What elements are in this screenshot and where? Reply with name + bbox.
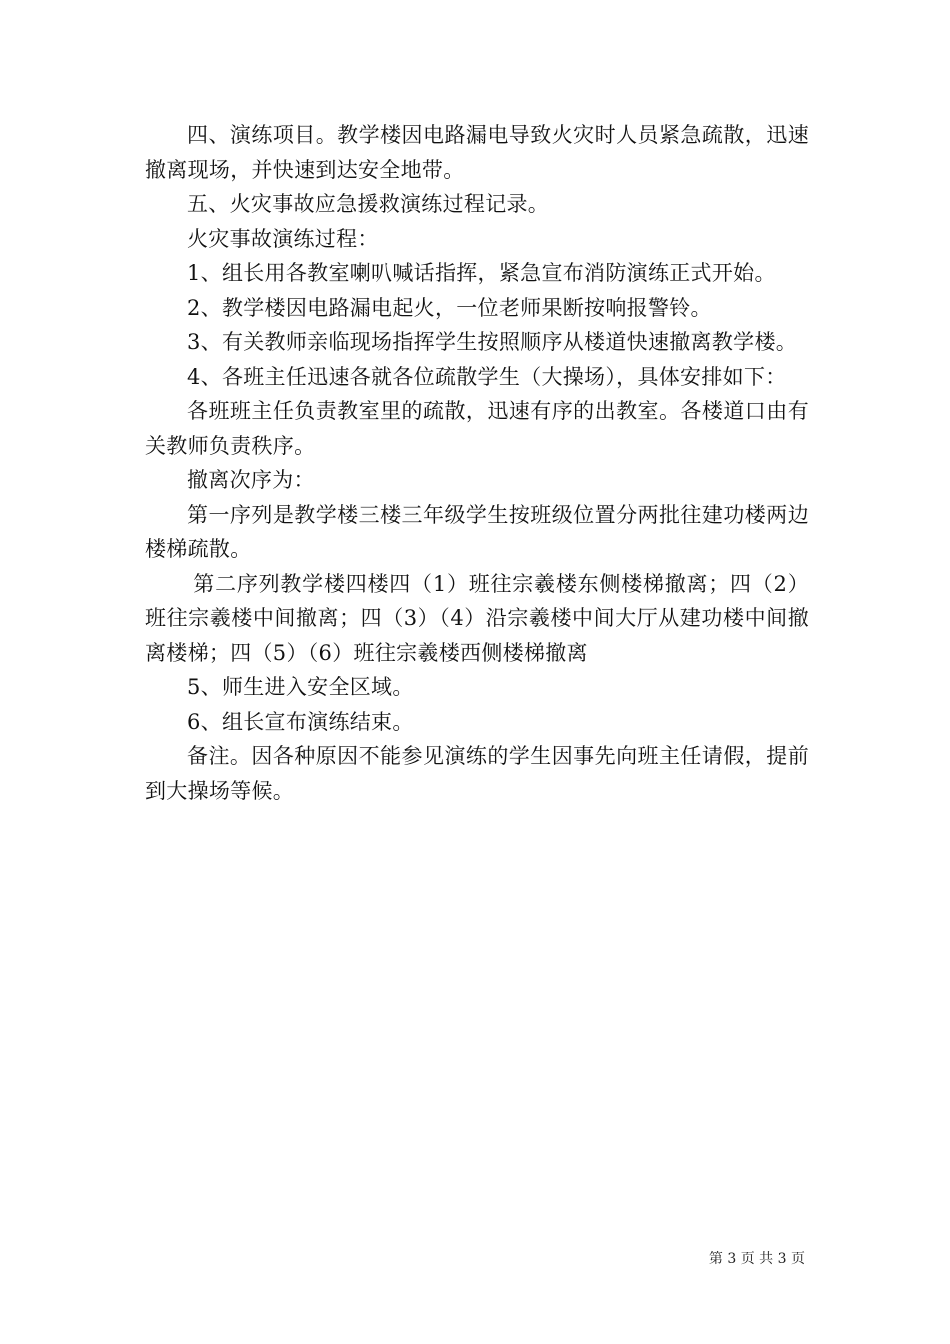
document-body	[145, 118, 809, 808]
paragraph-drill-process-heading: 火灾事故演练过程：	[187, 226, 379, 251]
paragraph-first-sequence: 第一序列是教学楼三楼三年级学生按班级位置分两批往建功楼两边楼梯疏散。	[145, 502, 809, 561]
paragraph-remarks: 备注。因各种原因不能参见演练的学生因事先向班主任请假，提前到大操场等候。	[145, 744, 809, 803]
paragraph-step-1: 1、组长用各教室喇叭喊话指挥，紧急宣布消防演练正式开始。	[187, 261, 776, 285]
paragraph-step-4: 4、各班主任迅速各就各位疏散学生（大操场），具体安排如下：	[187, 364, 787, 389]
paragraph-step-3: 3、有关教师亲临现场指挥学生按照顺序从楼道快速撤离教学楼。	[187, 330, 798, 354]
paragraph-drill-record-heading: 五、火灾事故应急援救演练过程记录。	[187, 192, 550, 216]
paragraph-second-sequence: 第二序列教学楼四楼四（1）班往宗羲楼东侧楼梯撤离；四（2）班往宗羲楼中间撤离；四（3）（4）沿宗羲楼中间大厅从建功楼中间撤离楼梯；四（5）（6）班往宗羲楼西侧楼梯撤离	[145, 571, 809, 665]
paragraph-step-6: 6、组长宣布演练结束。	[187, 709, 414, 734]
paragraph-step-5: 5、师生进入安全区域。	[187, 675, 414, 699]
paragraph-teacher-duties: 各班班主任负责教室里的疏散，迅速有序的出教室。各楼道口由有关教师负责秩序。	[145, 399, 809, 458]
page-number-footer: 第 3 页 共 3 页	[708, 1251, 805, 1267]
paragraph-step-2: 2、教学楼因电路漏电起火，一位老师果断按响报警铃。	[187, 295, 712, 320]
paragraph-drill-item: 四、演练项目。教学楼因电路漏电导致火灾时人员紧急疏散，迅速撤离现场，并快速到达安全地带。	[145, 123, 809, 182]
paragraph-evacuation-order-heading: 撤离次序为：	[187, 468, 315, 492]
